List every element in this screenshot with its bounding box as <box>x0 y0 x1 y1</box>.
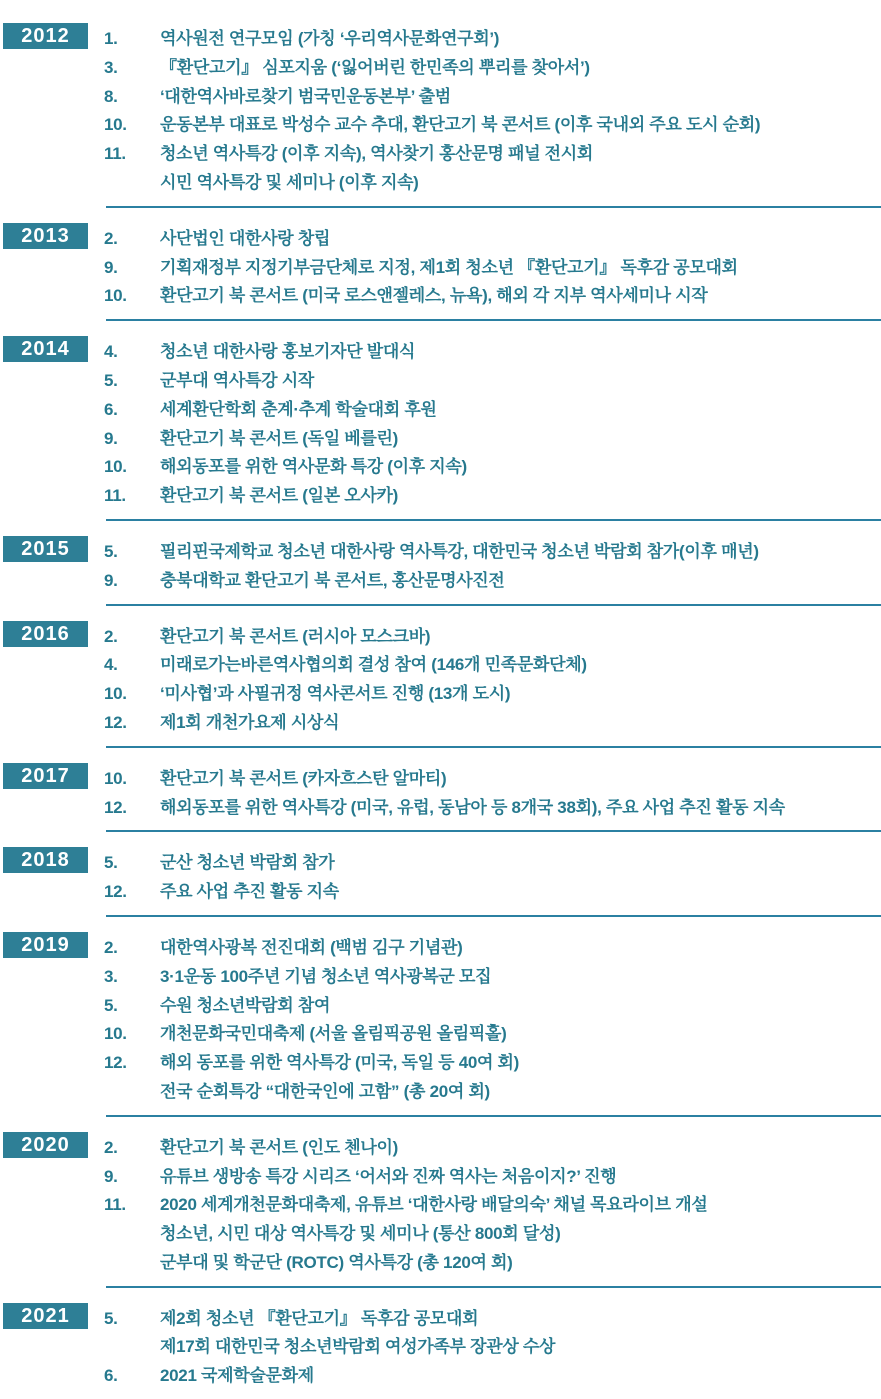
event-list <box>88 932 881 1107</box>
event-description: 사단법인 대한사랑 창립 <box>160 228 331 248</box>
event-month-number: 10. <box>104 115 127 135</box>
year-section <box>0 536 881 596</box>
year-badge: 2014 <box>3 336 88 362</box>
event-description: 3·1운동 100주년 기념 청소년 역사광복군 모집 <box>160 966 492 986</box>
event-description: 환단고기 북 콘서트 (독일 베를린) <box>160 428 399 448</box>
event-month-number: 4. <box>104 655 118 675</box>
event-row <box>88 709 881 738</box>
event-row <box>88 623 881 652</box>
event-list <box>88 763 881 823</box>
event-row <box>88 338 881 367</box>
event-month-number: 9. <box>104 570 118 590</box>
year-section <box>0 1303 881 1391</box>
event-month-number: 9. <box>104 257 118 277</box>
event-month-number: 12. <box>104 712 127 732</box>
event-description: 군부대 및 학군단 (ROTC) 역사특강 (총 120여 회) <box>160 1252 513 1272</box>
year-badge: 2017 <box>3 763 88 789</box>
year-badge: 2013 <box>3 223 88 249</box>
event-description: 주요 사업 추진 활동 지속 <box>160 882 339 902</box>
event-description: 군산 청소년 박람회 참가 <box>160 853 335 873</box>
event-description: 『환단고기』 심포지움 (‘잃어버린 한민족의 뿌리를 찾아서’) <box>160 57 590 77</box>
event-month-number: 10. <box>104 1024 127 1044</box>
section-divider <box>106 1286 881 1288</box>
event-month-number: 1. <box>104 29 118 48</box>
event-month-number: 11. <box>104 486 126 506</box>
event-month-number: 3. <box>104 966 118 986</box>
event-month-number: 8. <box>104 86 118 106</box>
event-description: 청소년 대한사랑 홍보기자단 발대식 <box>160 342 416 362</box>
event-row <box>88 254 881 283</box>
event-month-number <box>104 1220 160 1249</box>
event-description: ‘대한역사바로찾기 범국민운동본부’ 출범 <box>160 86 451 106</box>
event-row <box>88 1163 881 1192</box>
event-description: 역사원전 연구모임 (가칭 ‘우리역사문화연구회’) <box>160 29 500 48</box>
event-month-number: 2. <box>104 1137 118 1157</box>
year-badge: 2012 <box>3 23 88 49</box>
event-row <box>88 140 881 169</box>
event-description: 환단고기 북 콘서트 (카자흐스탄 알마티) <box>160 768 447 788</box>
event-row <box>88 992 881 1021</box>
event-row <box>88 1305 881 1334</box>
section-divider <box>106 915 881 917</box>
event-list <box>88 847 881 907</box>
event-row <box>88 538 881 567</box>
event-description: ‘미사협’과 사필귀정 역사콘서트 진행 (13개 도시) <box>160 684 511 704</box>
event-row <box>88 1049 881 1078</box>
event-description: 운동본부 대표로 박성수 교수 추대, 환단고기 북 콘서트 (이후 국내외 주요 도시 순회) <box>160 115 761 135</box>
event-row <box>88 1362 881 1391</box>
event-row <box>88 83 881 112</box>
event-description: 청소년 역사특강 (이후 지속), 역사찾기 홍산문명 패널 전시회 <box>160 144 594 164</box>
event-row <box>88 1191 881 1220</box>
event-row-continuation <box>88 1078 881 1107</box>
event-description: 군부대 역사특강 시작 <box>160 370 314 390</box>
event-month-number: 5. <box>104 541 118 561</box>
event-description: 해외동포를 위한 역사문화 특강 (이후 지속) <box>160 457 467 477</box>
event-month-number <box>104 169 160 198</box>
year-section <box>0 621 881 738</box>
section-divider <box>106 746 881 748</box>
event-month-number <box>104 1249 160 1278</box>
year-section <box>0 223 881 311</box>
section-divider <box>106 206 881 208</box>
event-description: 환단고기 북 콘서트 (러시아 모스크바) <box>160 626 431 646</box>
event-month-number: 2. <box>104 626 118 646</box>
event-month-number: 10. <box>104 684 127 704</box>
event-list <box>88 23 881 198</box>
event-description: 제2회 청소년 『환단고기』 독후감 공모대회 <box>160 1308 479 1328</box>
event-month-number: 6. <box>104 1366 118 1386</box>
event-description: 세계환단학회 춘계·추계 학술대회 후원 <box>160 399 437 419</box>
year-section <box>0 932 881 1107</box>
event-row <box>88 225 881 254</box>
event-month-number <box>104 1078 160 1107</box>
event-description: 미래로가는바른역사협의회 결성 참여 (146개 민족문화단체) <box>160 655 587 675</box>
event-description: 필리핀국제학교 청소년 대한사랑 역사특강, 대한민국 청소년 박람회 참가(이후 매년) <box>160 541 759 561</box>
event-month-number: 6. <box>104 399 118 419</box>
year-badge: 2020 <box>3 1132 88 1158</box>
event-row <box>88 1134 881 1163</box>
event-month-number: 5. <box>104 853 118 873</box>
event-description: 환단고기 북 콘서트 (미국 로스앤젤레스, 뉴욕), 해외 각 지부 역사세미나 시작 <box>160 286 708 306</box>
year-section <box>0 847 881 907</box>
event-month-number: 9. <box>104 428 118 448</box>
event-row-continuation <box>88 1220 881 1249</box>
event-month-number: 12. <box>104 882 127 902</box>
year-section <box>0 763 881 823</box>
event-month-number: 11. <box>104 144 126 164</box>
event-description: 충북대학교 환단고기 북 콘서트, 홍산문명사진전 <box>160 570 505 590</box>
event-row <box>88 396 881 425</box>
event-month-number <box>104 1333 160 1362</box>
event-description: 제17회 대한민국 청소년박람회 여성가족부 장관상 수상 <box>160 1337 556 1357</box>
event-description: 유튜브 생방송 특강 시리즈 ‘어서와 진짜 역사는 처음이지?’ 진행 <box>160 1166 617 1186</box>
event-row <box>88 482 881 511</box>
event-description: 제1회 개천가요제 시상식 <box>160 712 340 732</box>
event-month-number: 4. <box>104 342 118 362</box>
event-month-number: 3. <box>104 57 118 77</box>
year-badge: 2016 <box>3 621 88 647</box>
event-description: 환단고기 북 콘서트 (일본 오사카) <box>160 486 399 506</box>
section-divider <box>106 1115 881 1117</box>
event-month-number: 9. <box>104 1166 118 1186</box>
event-row <box>88 878 881 907</box>
event-description: 2020 세계개천문화대축제, 유튜브 ‘대한사랑 배달의숙’ 채널 목요라이브 개설 <box>160 1195 708 1215</box>
event-row-continuation <box>88 169 881 198</box>
event-description: 환단고기 북 콘서트 (인도 첸나이) <box>160 1137 399 1157</box>
event-month-number: 11. <box>104 1195 126 1215</box>
year-badge: 2019 <box>3 932 88 958</box>
event-month-number: 5. <box>104 1308 118 1328</box>
event-list <box>88 1303 881 1391</box>
event-list <box>88 1132 881 1278</box>
event-month-number: 5. <box>104 370 118 390</box>
event-month-number: 5. <box>104 995 118 1015</box>
event-description: 기획재정부 지정기부금단체로 지정, 제1회 청소년 『환단고기』 독후감 공모대회 <box>160 257 738 277</box>
year-section <box>0 23 881 198</box>
event-row <box>88 680 881 709</box>
event-row <box>88 849 881 878</box>
event-description: 해외동포를 위한 역사특강 (미국, 유럽, 동남아 등 8개국 38회), 주요 사업 추진 활동 지속 <box>160 797 785 817</box>
year-badge: 2018 <box>3 847 88 873</box>
event-row <box>88 367 881 396</box>
year-section <box>0 1132 881 1278</box>
event-month-number: 10. <box>104 286 127 306</box>
event-description: 2021 국제학술문화제 <box>160 1366 314 1386</box>
event-description: 대한역사광복 전진대회 (백범 김구 기념관) <box>160 937 463 957</box>
section-divider <box>106 519 881 521</box>
event-row <box>88 54 881 83</box>
section-divider <box>106 604 881 606</box>
event-row <box>88 651 881 680</box>
event-list <box>88 223 881 311</box>
year-badge: 2021 <box>3 1303 88 1329</box>
event-row <box>88 765 881 794</box>
event-row <box>88 963 881 992</box>
event-month-number: 2. <box>104 937 118 957</box>
event-row <box>88 425 881 454</box>
event-row-continuation <box>88 1333 881 1362</box>
event-row <box>88 25 881 54</box>
event-row <box>88 111 881 140</box>
year-section <box>0 336 881 511</box>
event-row <box>88 282 881 311</box>
event-row <box>88 453 881 482</box>
event-list <box>88 536 881 596</box>
event-description: 해외 동포를 위한 역사특강 (미국, 독일 등 40여 회) <box>160 1053 520 1073</box>
event-description: 수원 청소년박람회 참여 <box>160 995 331 1015</box>
event-description: 개천문화국민대축제 (서울 올림픽공원 올림픽홀) <box>160 1024 507 1044</box>
event-month-number: 10. <box>104 768 127 788</box>
event-row <box>88 934 881 963</box>
event-description: 시민 역사특강 및 세미나 (이후 지속) <box>160 172 419 192</box>
event-row <box>88 1020 881 1049</box>
event-description: 전국 순회특강 “대한국인에 고함” (총 20여 회) <box>160 1081 490 1101</box>
section-divider <box>106 830 881 832</box>
event-list <box>88 621 881 738</box>
event-description: 청소년, 시민 대상 역사특강 및 세미나 (통산 800회 달성) <box>160 1224 561 1244</box>
event-month-number: 10. <box>104 457 127 477</box>
year-badge: 2015 <box>3 536 88 562</box>
event-row-continuation <box>88 1249 881 1278</box>
event-list <box>88 336 881 511</box>
section-divider <box>106 319 881 321</box>
event-month-number: 12. <box>104 1053 127 1073</box>
event-month-number: 2. <box>104 228 118 248</box>
event-row <box>88 794 881 823</box>
event-month-number: 12. <box>104 797 127 817</box>
event-row <box>88 567 881 596</box>
